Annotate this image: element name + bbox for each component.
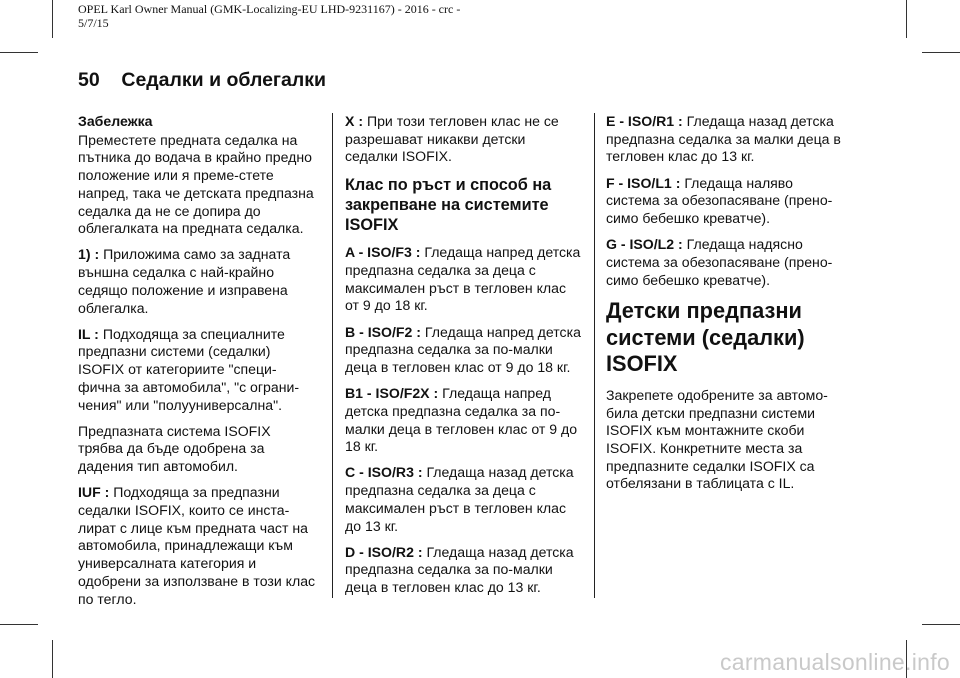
- definition-text: Гледаща напред детска предпазна седалка за деца с максимален ръст в тегловен клас от 9 до 18 кг.: [345, 244, 581, 314]
- definition-item: [606, 175, 842, 228]
- definition-item: [78, 246, 318, 317]
- watermark: carmanualsonline.info: [719, 649, 950, 675]
- column-2: [345, 113, 581, 605]
- definition-text: При този тегловен клас не се разрешават никакви детски седалки ISOFIX.: [345, 113, 559, 165]
- definition-term: C - ISO/R3 :: [345, 464, 423, 481]
- definition-item: [345, 324, 581, 377]
- section-title: Седалки и облегалки: [121, 69, 327, 91]
- column-1: [78, 113, 318, 617]
- definition-text: Гледаща надясно система за обезопасяване (прено-симо бебешко креватче).: [606, 236, 833, 288]
- crop-mark: [52, 0, 53, 38]
- crop-mark: [52, 640, 53, 678]
- meta-date: 5/7/15: [78, 16, 109, 30]
- definition-item: [78, 326, 318, 415]
- section-heading: Детски предпазни системи (седалки) ISOFIX: [606, 298, 805, 377]
- document-meta: [78, 2, 598, 30]
- definition-term: IUF :: [78, 484, 110, 501]
- definition-term: 1) :: [78, 246, 100, 263]
- definition-term: B1 - ISO/F2X :: [345, 385, 439, 402]
- page-title: [78, 68, 638, 92]
- body-paragraph: Предпазната система ISOFIX трябва да бъде одобрена за дадения тип автомобил.: [78, 422, 271, 475]
- page-number: 50: [78, 69, 100, 91]
- definition-term: X :: [345, 113, 364, 129]
- definition-text: Подходяща за предпазни седалки ISOFIX, които се инста-лират с лице към предната част на автомобила, принадлежащи към универсалната категория и одобрени за използване в този клас по тегло.: [78, 484, 316, 607]
- definition-text: Гледаща назад детска предпазна седалка за деца с максимален ръст в тегловен клас до 13 кг.: [345, 464, 574, 534]
- crop-mark: [922, 52, 960, 53]
- definition-item: [606, 113, 842, 166]
- definition-term: IL :: [78, 325, 99, 342]
- definition-term: A - ISO/F3 :: [345, 244, 421, 261]
- definition-item: [78, 484, 318, 608]
- crop-mark: [906, 0, 907, 38]
- definition-item: [345, 544, 581, 597]
- definition-text: Гледаща наляво система за обезопасяване (прено-симо бебешко креватче).: [606, 174, 833, 227]
- crop-mark: [0, 52, 38, 53]
- subsection-heading: Клас по ръст и способ на закрепване на системите ISOFIX: [345, 175, 552, 235]
- definition-text: Подходяща за специалните предпазни системи (седалки) ISOFIX от категориите "специ-фична за автомобила", "с ограни-чения" или "полууниверсална".: [78, 325, 300, 413]
- definition-term: B - ISO/F2 :: [345, 323, 421, 340]
- definition-text: Гледаща напред детска предпазна седалка за по-малки деца в тегловен клас от 9 до 18 кг.: [345, 385, 578, 455]
- column-divider: [594, 113, 595, 598]
- definition-item: [345, 464, 581, 535]
- column-3: [606, 113, 842, 502]
- note-text: Преместете предната седалка на пътника до водача в крайно предно положение или я преме-стете напред, така че детската предпазна седалка да не се допира до облегалката на предната седалка.: [78, 131, 314, 237]
- body-paragraph: Закрепете одобрените за автомо-била детски предпазни системи ISOFIX към монтажните скоби ISOFIX. Конкретните места за предпазните седалки ISOFIX са отбелязани в таблицата с IL.: [606, 386, 828, 492]
- definition-item: [345, 113, 581, 166]
- definition-item: [606, 236, 842, 289]
- definition-text: Гледаща напред детска предпазна седалка за по-малки деца в тегловен клас от 9 до 18 кг.: [345, 323, 581, 375]
- definition-item: [345, 244, 581, 315]
- definition-text: Гледаща назад детска предпазна седалка за малки деца в тегловен клас до 13 кг.: [606, 113, 841, 165]
- definition-item: [345, 385, 581, 456]
- crop-mark: [0, 624, 38, 625]
- definition-term: E - ISO/R1 :: [606, 113, 683, 129]
- definition-text: Гледаща назад детска предпазна седалка за по-малки деца в тегловен клас до 13 кг.: [345, 543, 574, 596]
- note-heading: Забележка: [78, 113, 153, 129]
- definition-term: F - ISO/L1 :: [606, 174, 681, 191]
- definition-term: G - ISO/L2 :: [606, 236, 683, 253]
- column-divider: [332, 113, 333, 598]
- meta-line: OPEL Karl Owner Manual (GMK-Localizing-EU LHD-9231167) - 2016 - crc -: [78, 2, 461, 16]
- definition-text: Приложима само за задната външна седалка с най-крайно седящо положение и изправена облегалка.: [78, 246, 291, 316]
- crop-mark: [922, 624, 960, 625]
- definition-term: D - ISO/R2 :: [345, 543, 423, 560]
